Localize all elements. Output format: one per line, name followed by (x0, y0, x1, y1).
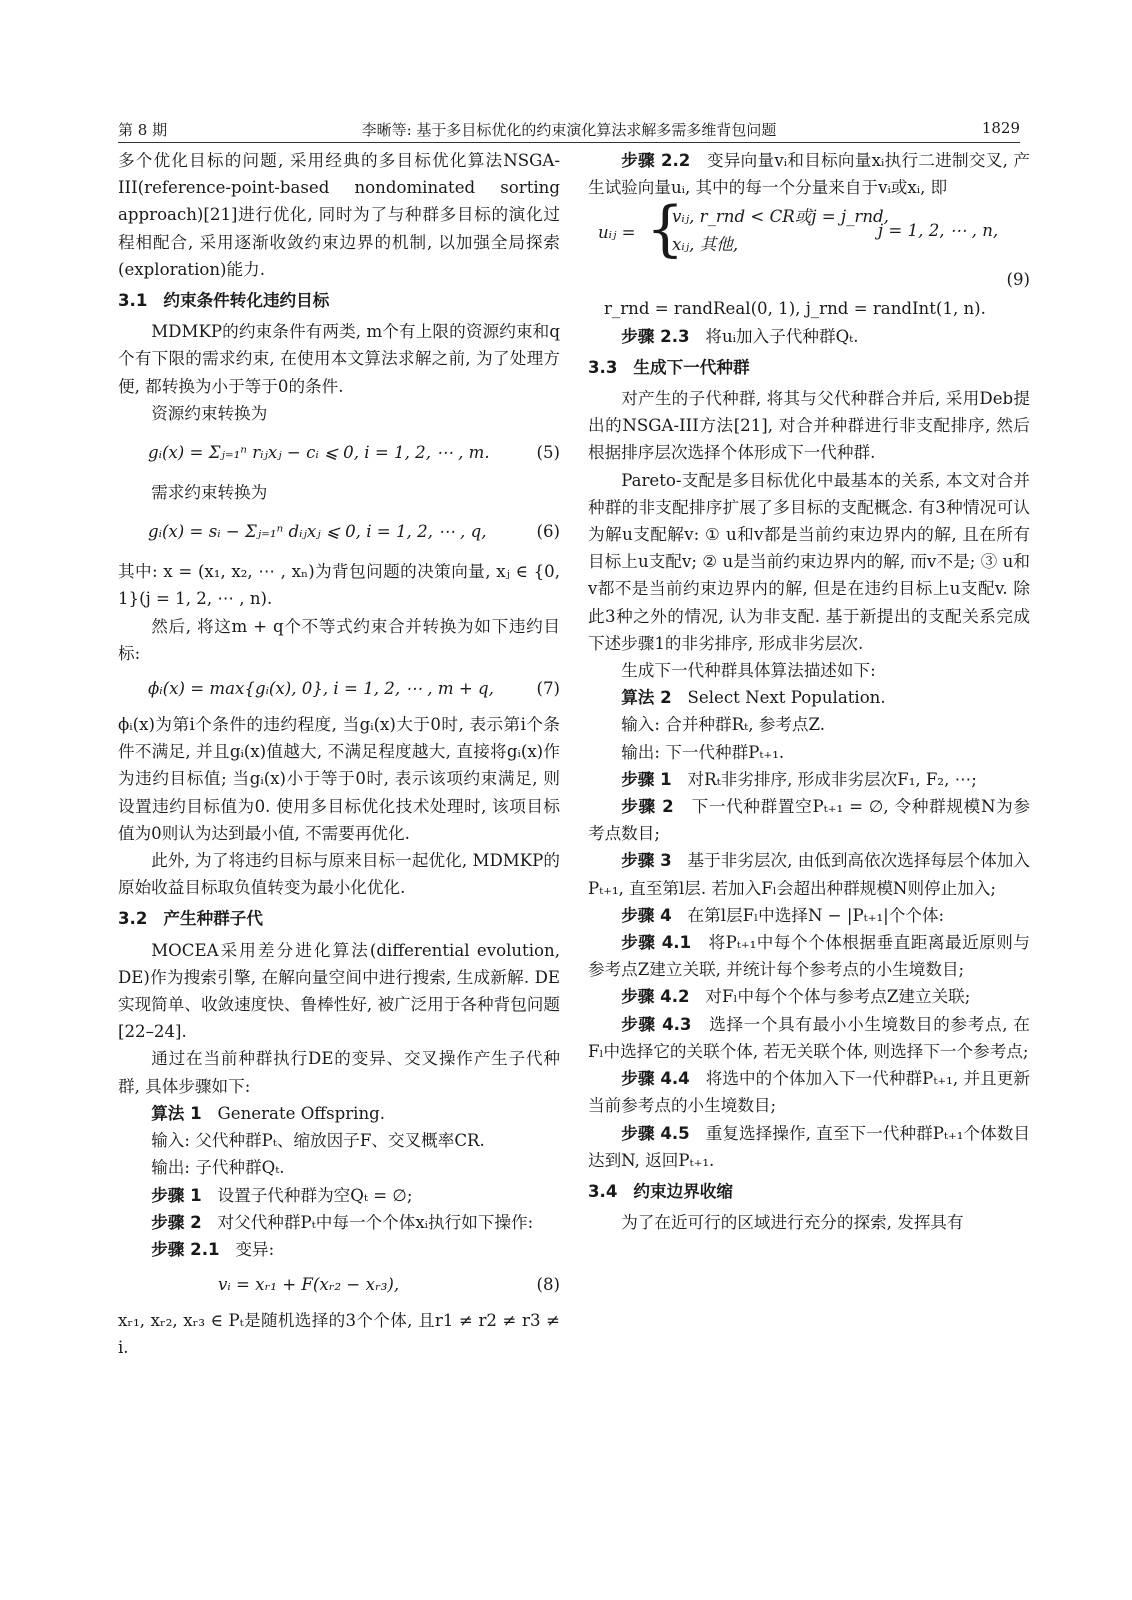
algorithm-input: 输入: 合并种群Rₜ, 参考点Z. (621, 715, 826, 735)
paragraph: ϕᵢ(x)为第i个条件的违约程度, 当gᵢ(x)大于0时, 表示第i个条件不满足, 并且gᵢ(x)值越大, 不满足程度越大, 直接将gᵢ(x)作为违约目标值; 当gᵢ(x)小于等于0时, 表示该项约束满足, 则设置违约目标值为0. 使用多目标优化技术处理时, 该项目标值为0则认为达到最小值, 不需要再优化. (118, 715, 560, 843)
algorithm-step: 步骤 4.3 选择一个具有最小小生境数目的参考点, 在Fₗ中选择它的关联个体, 若无关联个体, 则选择下一个参考点; (588, 1014, 1030, 1061)
left-column (118, 147, 560, 1362)
running-header (118, 116, 1020, 143)
equation-definition: r_rnd = randReal(0, 1), j_rnd = randInt(1, n). (604, 299, 986, 319)
paragraph: 资源约束转换为 (151, 403, 268, 423)
equation-8: vᵢ = xᵣ₁ + F(xᵣ₂ − xᵣ₃), (8) (218, 1275, 560, 1295)
algorithm-step: 步骤 4 在第l层Fₗ中选择N − |Pₜ₊₁|个个体: (621, 905, 945, 925)
algorithm-step: 步骤 2.3 将uᵢ加入子代种群Qₜ. (621, 326, 859, 346)
section-heading: 3.1 约束条件转化违约目标 (118, 291, 330, 311)
section-heading: 3.4 约束边界收缩 (588, 1181, 733, 1201)
algorithm-step: 步骤 2.2 变异向量vᵢ和目标向量xᵢ执行二进制交叉, 产生试验向量uᵢ, 其中的每一个分量来自于vᵢ或xᵢ, 即 (588, 151, 1030, 198)
algorithm-step: 步骤 2.1 变异: (151, 1239, 275, 1259)
algorithm-step: 步骤 4.1 将Pₜ₊₁中每个个体根据垂直距离最近原则与参考点Z建立关联, 并统计每个参考点的小生境数目; (588, 933, 1030, 980)
paragraph: 此外, 为了将违约目标与原来目标一起优化, MDMKP的原始收益目标取负值转变为最小化优化. (118, 851, 560, 898)
algorithm-step: 步骤 3 基于非劣层次, 由低到高依次选择每层个体加入Pₜ₊₁, 直至第l层. 若加入Fₗ会超出种群规模N则停止加入; (588, 851, 1030, 898)
algorithm-step: 步骤 4.2 对Fₗ中每个个体与参考点Z建立关联; (621, 987, 971, 1007)
section-heading: 3.3 生成下一代种群 (588, 357, 750, 377)
paragraph: 生成下一代种群具体算法描述如下: (621, 661, 876, 681)
section-heading: 3.2 产生种群子代 (118, 909, 263, 929)
paragraph: 对产生的子代种群, 将其与父代种群合并后, 采用Deb提出的NSGA-III方法[21], 对合并种群进行非支配排序, 然后根据排序层次选择个体形成下一代种群. (588, 389, 1030, 463)
algorithm-step: 步骤 1 对Rₜ非劣排序, 形成非劣层次F₁, F₂, ⋯; (621, 769, 977, 789)
algorithm-output: 输出: 子代种群Qₜ. (151, 1158, 285, 1178)
algorithm-step: 步骤 2 下一代种群置空Pₜ₊₁ = ∅, 令种群规模N为参考点数目; (588, 797, 1031, 844)
algorithm-input: 输入: 父代种群Pₜ、缩放因子F、交叉概率CR. (151, 1131, 485, 1151)
algorithm-step: 步骤 1 设置子代种群为空Qₜ = ∅; (151, 1185, 413, 1205)
paragraph: MDMKP的约束条件有两类, m个有上限的资源约束和q个有下限的需求约束, 在使用本文算法求解之前, 为了处理方便, 都转换为小于等于0的条件. (118, 322, 560, 396)
issue-number: 第 8 期 (118, 121, 168, 139)
equation-5: gᵢ(x) = Σⱼ₌₁ⁿ rᵢⱼxⱼ − cᵢ ⩽ 0, i = 1, 2, ⋯ , m. (5) (148, 443, 560, 463)
algorithm-step: 步骤 4.4 将选中的个体加入下一代种群Pₜ₊₁, 并且更新当前参考点的小生境数目; (588, 1069, 1030, 1116)
equation-7: ϕᵢ(x) = max{gᵢ(x), 0}, i = 1, 2, ⋯ , m + q, (7) (148, 679, 560, 699)
right-column (588, 147, 1030, 1236)
algorithm-output: 输出: 下一代种群Pₜ₊₁. (621, 742, 785, 762)
paragraph: MOCEA采用差分进化算法(differential evolution, DE)作为搜索引擎, 在解向量空间中进行搜索, 生成新解. DE实现简单、收敛速度快、鲁棒性好, 被广泛用于各种背包问题[22–24]. (118, 940, 560, 1042)
equation-6: gᵢ(x) = sᵢ − Σⱼ₌₁ⁿ dᵢⱼxⱼ ⩽ 0, i = 1, 2, ⋯ , q, (6) (148, 522, 560, 542)
paragraph: 为了在近可行的区域进行充分的探索, 发挥具有 (621, 1213, 964, 1233)
paragraph: 其中: x = (x₁, x₂, ⋯ , xₙ)为背包问题的决策向量, xⱼ ∈ {0, 1}(j = 1, 2, ⋯ , n). (118, 562, 560, 609)
paragraph: 通过在当前种群执行DE的变异、交叉操作产生子代种群, 具体步骤如下: (118, 1049, 560, 1096)
equation-9: uᵢⱼ = { vᵢⱼ, r_rnd < CR或j = j_rnd, xᵢⱼ, 其他, j = 1, 2, ⋯ , n, (598, 194, 999, 265)
algorithm-title: 算法 1 Generate Offspring. (151, 1103, 386, 1123)
algorithm-step: 步骤 2 对父代种群Pₜ中每一个个体xᵢ执行如下操作: (151, 1212, 534, 1232)
algorithm-step: 步骤 4.5 重复选择操作, 直至下一代种群Pₜ₊₁个体数目达到N, 返回Pₜ₊₁. (588, 1123, 1031, 1170)
paragraph: 多个优化目标的问题, 采用经典的多目标优化算法NSGA-III(reference-point-based nondominated sorting approach)[21]进行优化, 同时为了与种群多目标的演化过程相配合, 采用逐渐收敛约束边界的机制, 以加强全局探索(exploration)能力. (118, 151, 560, 279)
equation-number: (9) (1006, 270, 1030, 290)
paragraph: xᵣ₁, xᵣ₂, xᵣ₃ ∈ Pₜ是随机选择的3个个体, 且r1 ≠ r2 ≠ r3 ≠ i. (118, 1311, 560, 1358)
algorithm-title: 算法 2 Select Next Population. (621, 688, 886, 708)
paragraph: 然后, 将这m + q个不等式约束合并转换为如下违约目标: (118, 616, 560, 663)
brace-symbol: { (646, 194, 685, 265)
paragraph: 需求约束转换为 (151, 483, 268, 503)
running-title: 李晰等: 基于多目标优化的约束演化算法求解多需多维背包问题 (361, 121, 777, 139)
page-number: 1829 (981, 119, 1020, 137)
paragraph: Pareto-支配是多目标优化中最基本的关系, 本文对合并种群的非支配排序扩展了多目标的支配概念. 有3种情况可认为解u支配解v: ① u和v都是当前约束边界内的解, 且在所有目标上u支配v; ② u是当前约束边界内的解, 而v不是; ③ u和v都不是当前约束边界内的解, 但是在违约目标上u支配v. 除此3种之外的情况, 认为非支配. 基于新提出的支配关系完成下述步骤1的非劣排序, 形成非劣层次. (588, 470, 1030, 653)
